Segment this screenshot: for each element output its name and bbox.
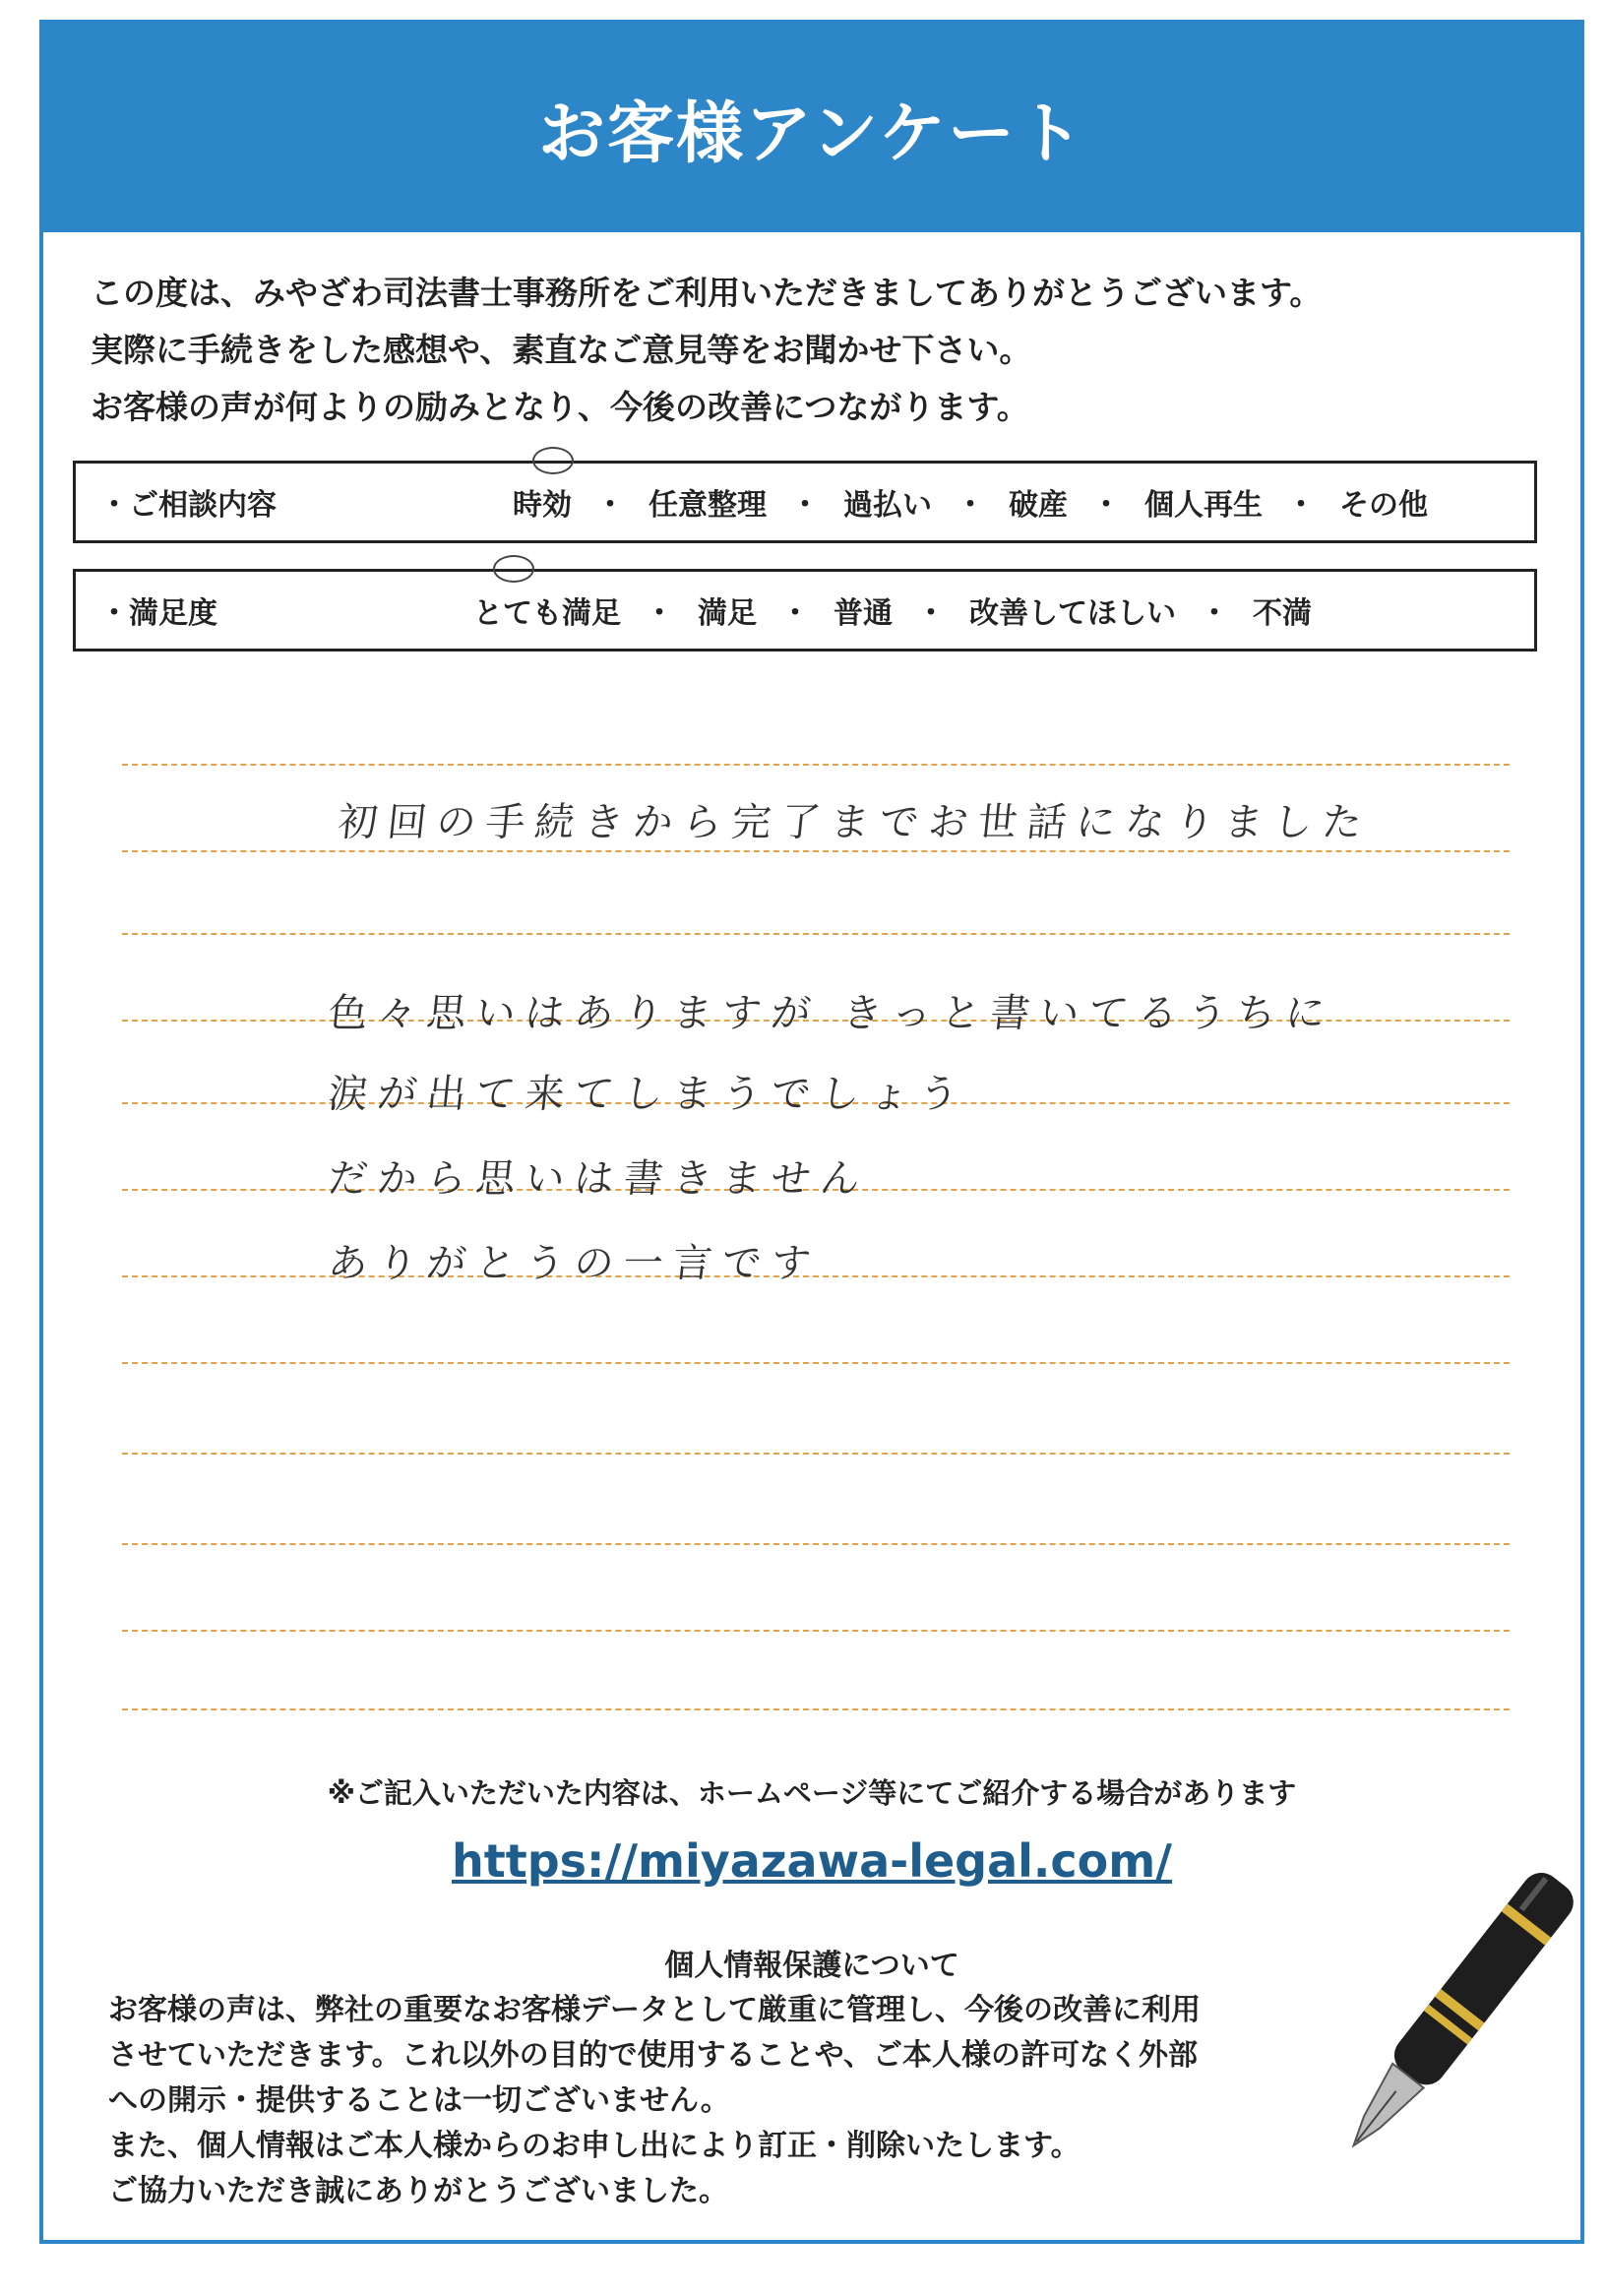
satisfaction-separator: ・	[645, 596, 674, 631]
satisfaction-option[interactable]: とても満足	[473, 589, 621, 632]
consultation-option[interactable]: 過払い	[843, 488, 932, 523]
consultation-option[interactable]: 破産	[1009, 488, 1068, 523]
satisfaction-option[interactable]: 満足	[698, 596, 757, 631]
ruled-line	[122, 1362, 1510, 1364]
consultation-separator: ・	[595, 488, 625, 523]
intro-line-2: 実際に手続きをした感想や、素直なご意見等をお聞かせ下さい。	[91, 331, 1032, 369]
ruled-line	[122, 1630, 1510, 1632]
privacy-title: 個人情報保護について	[664, 1949, 959, 1983]
satisfaction-option[interactable]: 普通	[834, 596, 893, 631]
satisfaction-selected-mark	[493, 555, 534, 583]
fountain-pen-icon	[1313, 1854, 1588, 2189]
consultation-separator: ・	[1091, 488, 1121, 523]
ruled-line	[122, 850, 1510, 852]
comment-line-5: ありがとうの一言です	[326, 1241, 824, 1286]
satisfaction-option[interactable]: 不満	[1253, 596, 1312, 631]
header-band	[43, 24, 1580, 232]
privacy-line-3: への開示・提供することは一切ございません。	[108, 2083, 730, 2118]
consultation-separator: ・	[790, 488, 820, 523]
comment-line-2: 色々思いはありますが きっと書いてるうちに	[326, 991, 1337, 1036]
satisfaction-option[interactable]: 改善してほしい	[969, 596, 1176, 631]
intro-line-1: この度は、みやざわ司法書士事務所をご利用いただきましてありがとうございます。	[91, 274, 1323, 312]
intro-line-3: お客様の声が何よりの励みとなり、今後の改善につながります。	[91, 388, 1029, 426]
consultation-selected-mark	[532, 447, 574, 474]
privacy-text	[108, 1988, 1388, 2214]
comment-line-4: だから思いは書きません	[326, 1156, 873, 1202]
satisfaction-label: ・満足度	[99, 596, 217, 631]
satisfaction-separator: ・	[780, 596, 810, 631]
page-title: お客様アンケート	[538, 94, 1085, 173]
consultation-option[interactable]: 任意整理	[649, 488, 767, 523]
intro-text	[91, 268, 1547, 439]
satisfaction-question	[73, 569, 1537, 652]
privacy-line-5: ご協力いただき誠にありがとうございました。	[108, 2174, 728, 2208]
consultation-options	[513, 480, 1428, 524]
satisfaction-separator: ・	[916, 596, 946, 631]
comment-line-3: 涙が出て来てしまうでしょう	[326, 1072, 971, 1117]
ruled-line	[122, 1543, 1510, 1545]
consultation-separator: ・	[1286, 488, 1316, 523]
privacy-line-1: お客様の声は、弊社の重要なお客様データとして厳重に管理し、今後の改善に利用	[108, 1993, 1201, 2027]
consultation-separator: ・	[956, 488, 985, 523]
ruled-line	[122, 1708, 1510, 1710]
ruled-line	[122, 1453, 1510, 1455]
privacy-line-4: また、個人情報はご本人様からのお申し出により訂正・削除いたします。	[108, 2129, 1081, 2163]
ruled-line	[122, 764, 1510, 766]
ruled-line	[122, 933, 1510, 935]
consultation-label: ・ご相談内容	[99, 488, 277, 523]
satisfaction-separator: ・	[1200, 596, 1229, 631]
comment-line-1: 初回の手続きから完了までお世話になりました	[336, 800, 1375, 845]
consultation-option[interactable]: 時効	[513, 480, 572, 524]
privacy-line-2: させていただきます。これ以外の目的で使用することや、ご本人様の許可なく外部	[108, 2038, 1198, 2073]
consultation-option[interactable]: その他	[1339, 488, 1428, 523]
consultation-option[interactable]: 個人再生	[1144, 488, 1263, 523]
consultation-question	[73, 461, 1537, 543]
publication-notice: ※ご記入いただいた内容は、ホームページ等にてご紹介する場合があります	[327, 1776, 1297, 1810]
website-link[interactable]: https://miyazawa-legal.com/	[452, 1834, 1172, 1888]
survey-frame	[39, 20, 1584, 2244]
satisfaction-options	[473, 589, 1312, 632]
